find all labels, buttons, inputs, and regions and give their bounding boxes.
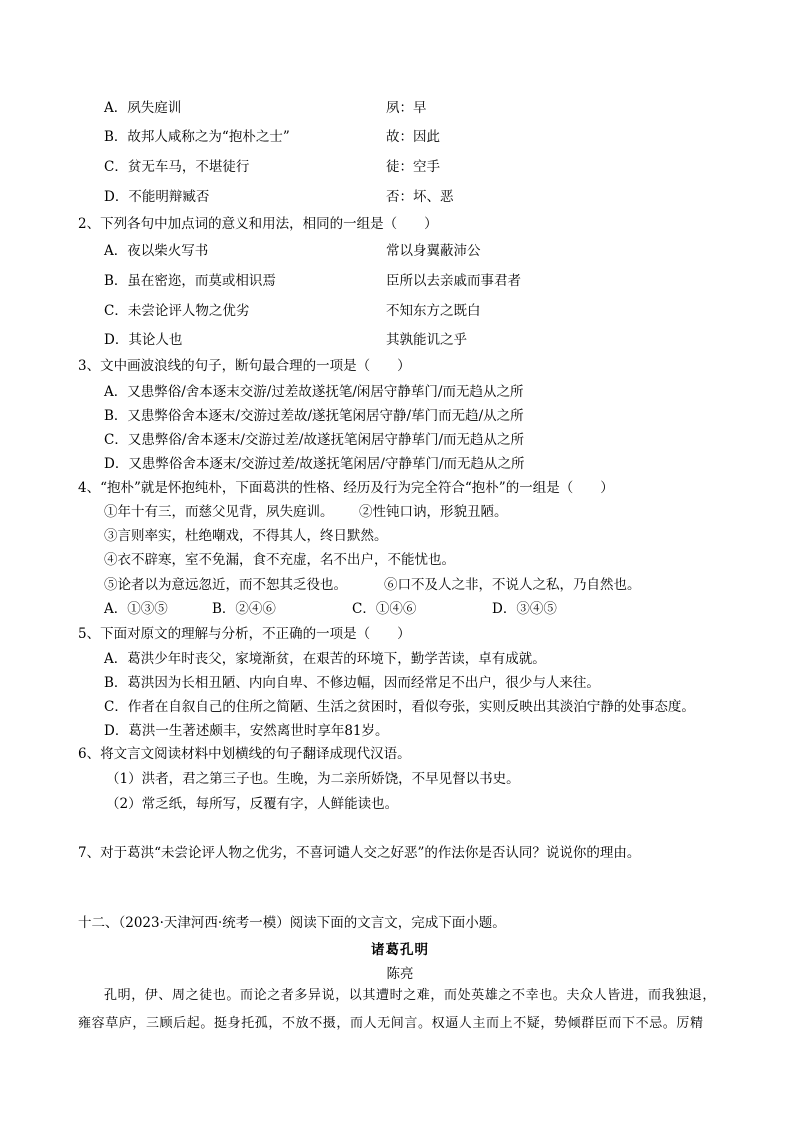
passage-line-2: 雍容草庐，三顾后起。挺身托孤，不放不摄，而人无间言。权逼人主而上不疑，势倾群臣而下不忌。厉精 (78, 1016, 704, 1031)
q1-option-c-gloss: 徒：空手 (386, 159, 440, 175)
section-12-header: 十二、（2023·天津河西·统考一模）阅读下面的文言文，完成下面小题。 (78, 915, 506, 931)
q2-option-c: C．未尝论评人物之优劣 (104, 303, 250, 319)
q2-option-a: A．夜以柴火写书 (104, 243, 209, 259)
q5-option-d: D．葛洪一生著述颇丰，安然离世时享年81岁。 (104, 723, 389, 739)
q6-sentence-2: （2）常乏纸，每所写，反覆有字，人鲜能读也。 (106, 796, 399, 812)
q5-option-a: A．葛洪少年时丧父，家境渐贫，在艰苦的环境下，勤学苦读，卓有成就。 (104, 651, 546, 667)
q2-option-d: D．其论人也 (104, 332, 183, 348)
q4-item-2: ②性钝口讷，形貌丑陋。 (359, 504, 508, 520)
passage-author: 陈亮 (386, 966, 414, 982)
q4-item-3: ③言则率实，杜绝嘲戏，不得其人，终日默然。 (104, 528, 388, 544)
q2-option-b: B．虽在密迩，而莫或相识焉 (104, 273, 276, 289)
q4-choice-a: A．①③⑤ (104, 601, 168, 617)
q3-stem: 3、文中画波浪线的句子，断句最合理的一项是（ ） (78, 358, 411, 374)
q2-option-a-compare: 常以身翼蔽沛公 (386, 243, 481, 259)
q2-option-c-compare: 不知东方之既白 (386, 303, 481, 319)
q1-option-a-gloss: 夙：早 (386, 100, 427, 116)
q4-item-4: ④衣不辟寒，室不免漏，食不充虚，名不出户，不能忧也。 (104, 552, 455, 568)
q1-option-d-gloss: 否：坏、恶 (386, 189, 454, 205)
q3-option-a: A．又患弊俗/舍本逐末交游/过差故遂抚笔/闲居守静荜门/而无趋从之所 (104, 384, 524, 400)
q3-option-d: D．又患弊俗舍本逐末/交游过差/故遂抚笔闲居/守静荜门/而无趋从之所 (104, 456, 525, 472)
q3-option-c: C．又患弊俗/舍本逐末/交游过差/故遂抚笔闲居守静荜门/而无趋从之所 (104, 432, 525, 448)
q5-option-c: C．作者在自叙自己的住所之简陋、生活之贫困时，看似夸张，实则反映出其淡泊宁静的处事态度。 (104, 699, 695, 715)
q1-option-a: A．夙失庭训 (104, 100, 182, 116)
q4-choice-d: D．③④⑤ (492, 601, 557, 617)
q6-stem: 6、将文言文阅读材料中划横线的句子翻译成现代汉语。 (78, 746, 411, 762)
q4-choice-c: C．①④⑥ (352, 601, 417, 617)
q1-option-d: D．不能明辩臧否 (104, 189, 210, 205)
q4-item-5: ⑤论者以为意远忽近，而不恕其乏役也。 (104, 577, 347, 593)
q2-option-b-compare: 臣所以去亲戚而事君者 (386, 273, 521, 289)
q4-item-6: ⑥口不及人之非，不说人之私，乃自然也。 (384, 577, 641, 593)
q1-option-b: B．故邦人咸称之为“抱朴之士” (104, 129, 290, 145)
passage-line-1: 孔明，伊、周之徒也。而论之者多异说，以其遭时之难，而处英雄之不幸也。夫众人皆进，而我独退， (104, 988, 717, 1003)
q6-sentence-1: （1）洪者，君之第三子也。生晚，为二亲所娇饶，不早见督以书史。 (106, 771, 520, 787)
q3-option-b: B．又患弊俗舍本逐末/交游过差故/遂抚笔闲居守静/荜门而无趋/从之所 (104, 408, 524, 424)
q5-stem: 5、下面对原文的理解与分析，不正确的一项是（ ） (78, 626, 411, 642)
passage-title: 诸葛孔明 (371, 942, 429, 958)
q1-option-c: C．贫无车马，不堪徒行 (104, 159, 250, 175)
q2-option-d-compare: 其孰能讥之乎 (386, 332, 467, 348)
q1-option-b-gloss: 故：因此 (386, 129, 440, 145)
q5-option-b: B．葛洪因为长相丑陋、内向自卑、不修边幅，因而经常足不出户，很少与人来往。 (104, 675, 600, 691)
q7-stem: 7、对于葛洪“未尝论评人物之优劣，不喜诃谴人交之好恶”的作法你是否认同？说说你的理由。 (78, 845, 641, 861)
q4-choice-b: B．②④⑥ (212, 601, 276, 617)
q4-stem: 4、“抱朴”就是怀抱纯朴，下面葛洪的性格、经历及行为完全符合“抱朴”的一组是（ ） (78, 480, 614, 496)
q2-stem: 2、下列各句中加点词的意义和用法，相同的一组是（ ） (78, 216, 438, 232)
q4-item-1: ①年十有三，而慈父见背，夙失庭训。 (104, 504, 334, 520)
